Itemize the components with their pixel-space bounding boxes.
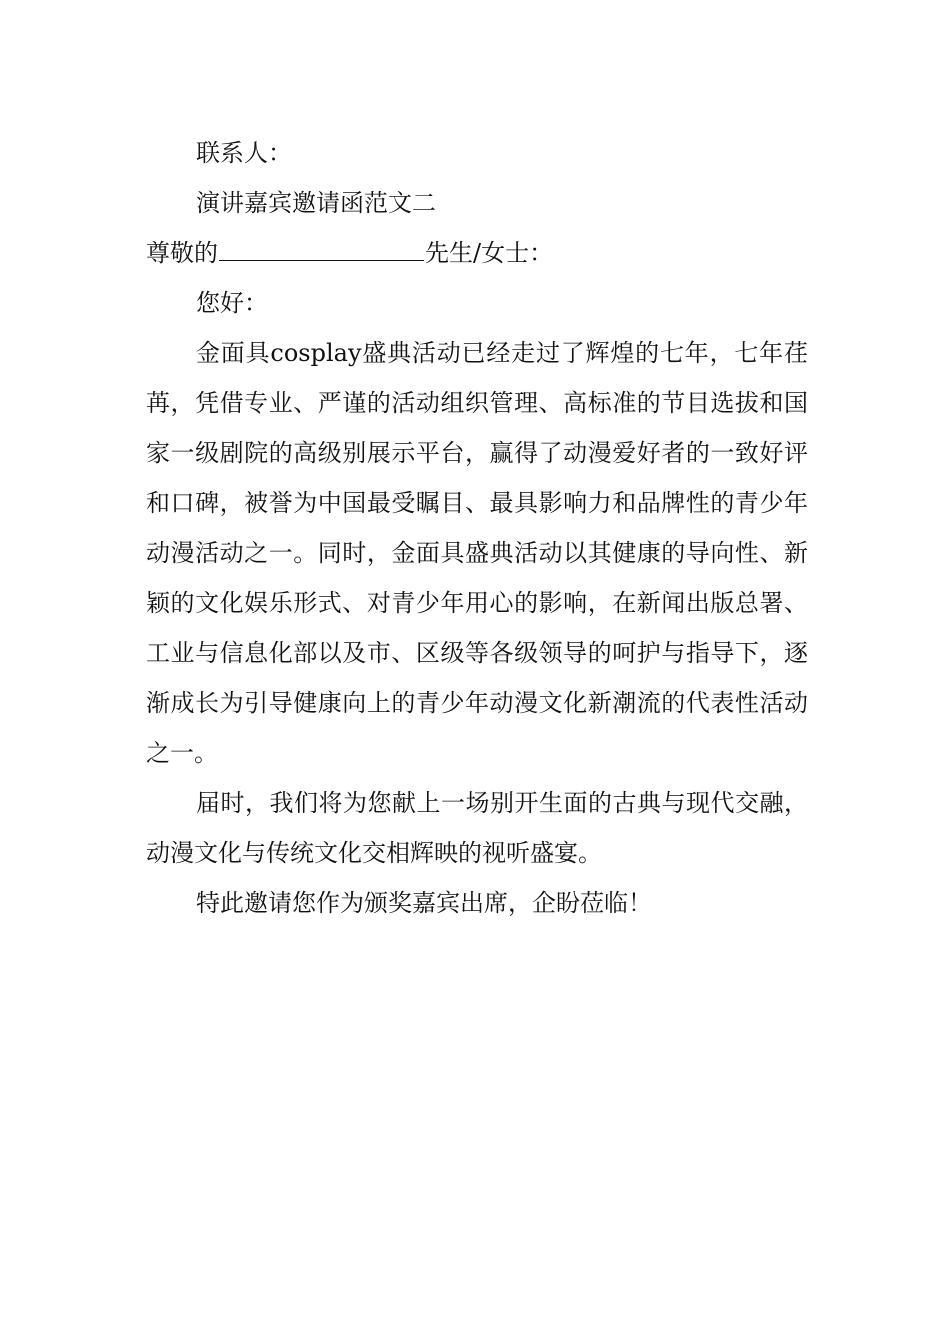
- greeting-text: 您好：: [196, 289, 268, 317]
- salutation-prefix: 尊敬的: [146, 239, 218, 267]
- salutation-suffix: 先生/女士：: [425, 239, 554, 267]
- body-paragraph-1: 金面具cosplay盛典活动已经走过了辉煌的七年，七年荏苒，凭借专业、严谨的活动组织管理、高标准的节目选拔和国家一级剧院的高级别展示平台，赢得了动漫爱好者的一致好评和口碑，被誉为中国最受瞩目、最具影响力和品牌性的青少年动漫活动之一。同时，金面具盛典活动以其健康的导向性、新颖的文化娱乐形式、对青少年用心的影响，在新闻出版总署、工业与信息化部以及市、区级等各级领导的呵护与指导下，逐渐成长为引导健康向上的青少年动漫文化新潮流的代表性活动之一。: [146, 339, 808, 767]
- contact-label: 联系人：: [196, 139, 292, 167]
- name-blank-line: [219, 230, 424, 261]
- heading-text: 演讲嘉宾邀请函范文二: [196, 189, 436, 217]
- body-paragraph-3: 特此邀请您作为颁奖嘉宾出席，企盼莅临！: [196, 889, 652, 917]
- greeting-line: [146, 278, 808, 328]
- contact-line: [146, 128, 808, 178]
- letter-content: [146, 128, 808, 928]
- letter-heading: [146, 178, 808, 228]
- body-paragraph-2: 届时，我们将为您献上一场别开生面的古典与现代交融，动漫文化与传统文化交相辉映的视听盛宴。: [146, 789, 808, 867]
- salutation-line: [146, 228, 808, 278]
